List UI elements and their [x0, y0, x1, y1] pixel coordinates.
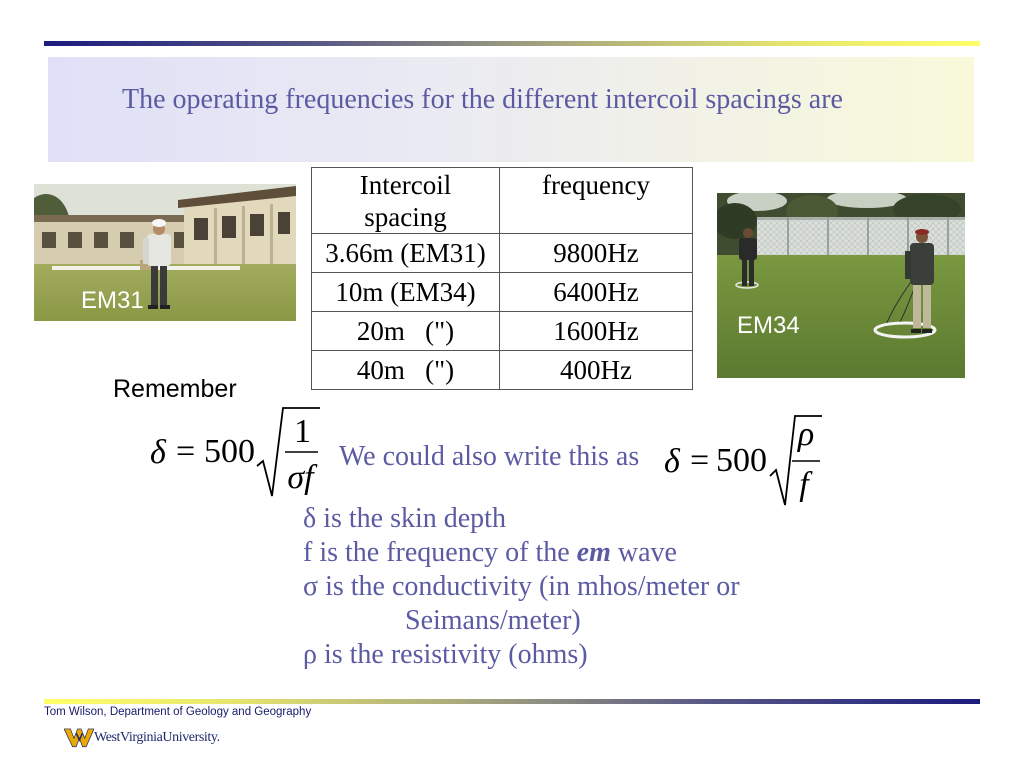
title-box — [48, 57, 974, 162]
remember-label: Remember — [113, 375, 237, 403]
alternative-form-intro: We could also write this as — [339, 441, 640, 472]
table-cell: 6400Hz — [500, 273, 693, 312]
top-divider — [44, 41, 980, 46]
wvu-logo — [64, 724, 239, 752]
em34-label: EM34 — [737, 312, 800, 339]
header-intercoil-spacing: Intercoil spacing — [359, 170, 452, 232]
definition-frequency — [303, 536, 740, 570]
formula-lhs: δ — [664, 443, 680, 480]
slide-title: The operating frequencies for the different intercoil spacings are — [122, 84, 843, 115]
table-cell: 10m (EM34) — [312, 273, 500, 312]
table-row — [312, 273, 693, 312]
table-cell: 40m (") — [312, 351, 500, 390]
em34-photo-image — [717, 193, 965, 378]
definition-resistivity: ρ is the resistivity (ohms) — [303, 639, 588, 670]
table-row — [312, 312, 693, 351]
definition-frequency-pre: f is the frequency of the — [303, 537, 577, 568]
definitions-list — [303, 502, 740, 672]
skin-depth-formula-resistivity — [658, 408, 828, 508]
header-frequency: frequency — [542, 170, 650, 200]
formula-denominator: f — [799, 466, 809, 503]
skin-depth-formula-conductivity — [145, 400, 330, 505]
formula-numerator: ρ — [797, 416, 815, 453]
table-row — [312, 234, 693, 273]
table-header-row — [312, 168, 693, 234]
table-cell: 400Hz — [500, 351, 693, 390]
formula-equals: = — [690, 442, 710, 479]
table-cell: 20m (") — [312, 312, 500, 351]
definition-conductivity-continued: Seimans/meter) — [405, 605, 581, 636]
formula-equals: = — [176, 433, 196, 470]
university-wordmark: WestVirginiaUniversity. — [94, 730, 220, 745]
em31-photo-image — [34, 184, 296, 321]
definition-skin-depth: δ is the skin depth — [303, 503, 506, 534]
bottom-divider — [44, 699, 980, 704]
formula-lhs: δ — [150, 434, 166, 471]
definition-frequency-post: wave — [610, 537, 677, 568]
em31-label: EM31 — [81, 287, 144, 314]
formula-denominator: σf — [287, 459, 314, 496]
formula-coefficient: 500 — [716, 442, 767, 479]
formula-coefficient: 500 — [204, 433, 255, 470]
flying-wv-icon — [64, 724, 94, 751]
table-header-cell — [312, 168, 500, 234]
definition-conductivity: σ is the conductivity (in mhos/meter or — [303, 571, 740, 602]
table-cell: 1600Hz — [500, 312, 693, 351]
footer-credit: Tom Wilson, Department of Geology and Geography — [44, 706, 312, 718]
table-cell: 9800Hz — [500, 234, 693, 273]
table-header-cell — [500, 168, 693, 234]
frequency-table — [311, 167, 693, 390]
definition-frequency-emphasis: em — [576, 537, 611, 568]
table-cell: 3.66m (EM31) — [312, 234, 500, 273]
em34-photo — [717, 193, 965, 378]
table-row — [312, 351, 693, 390]
em31-photo — [34, 184, 296, 321]
formula-numerator: 1 — [294, 413, 311, 450]
